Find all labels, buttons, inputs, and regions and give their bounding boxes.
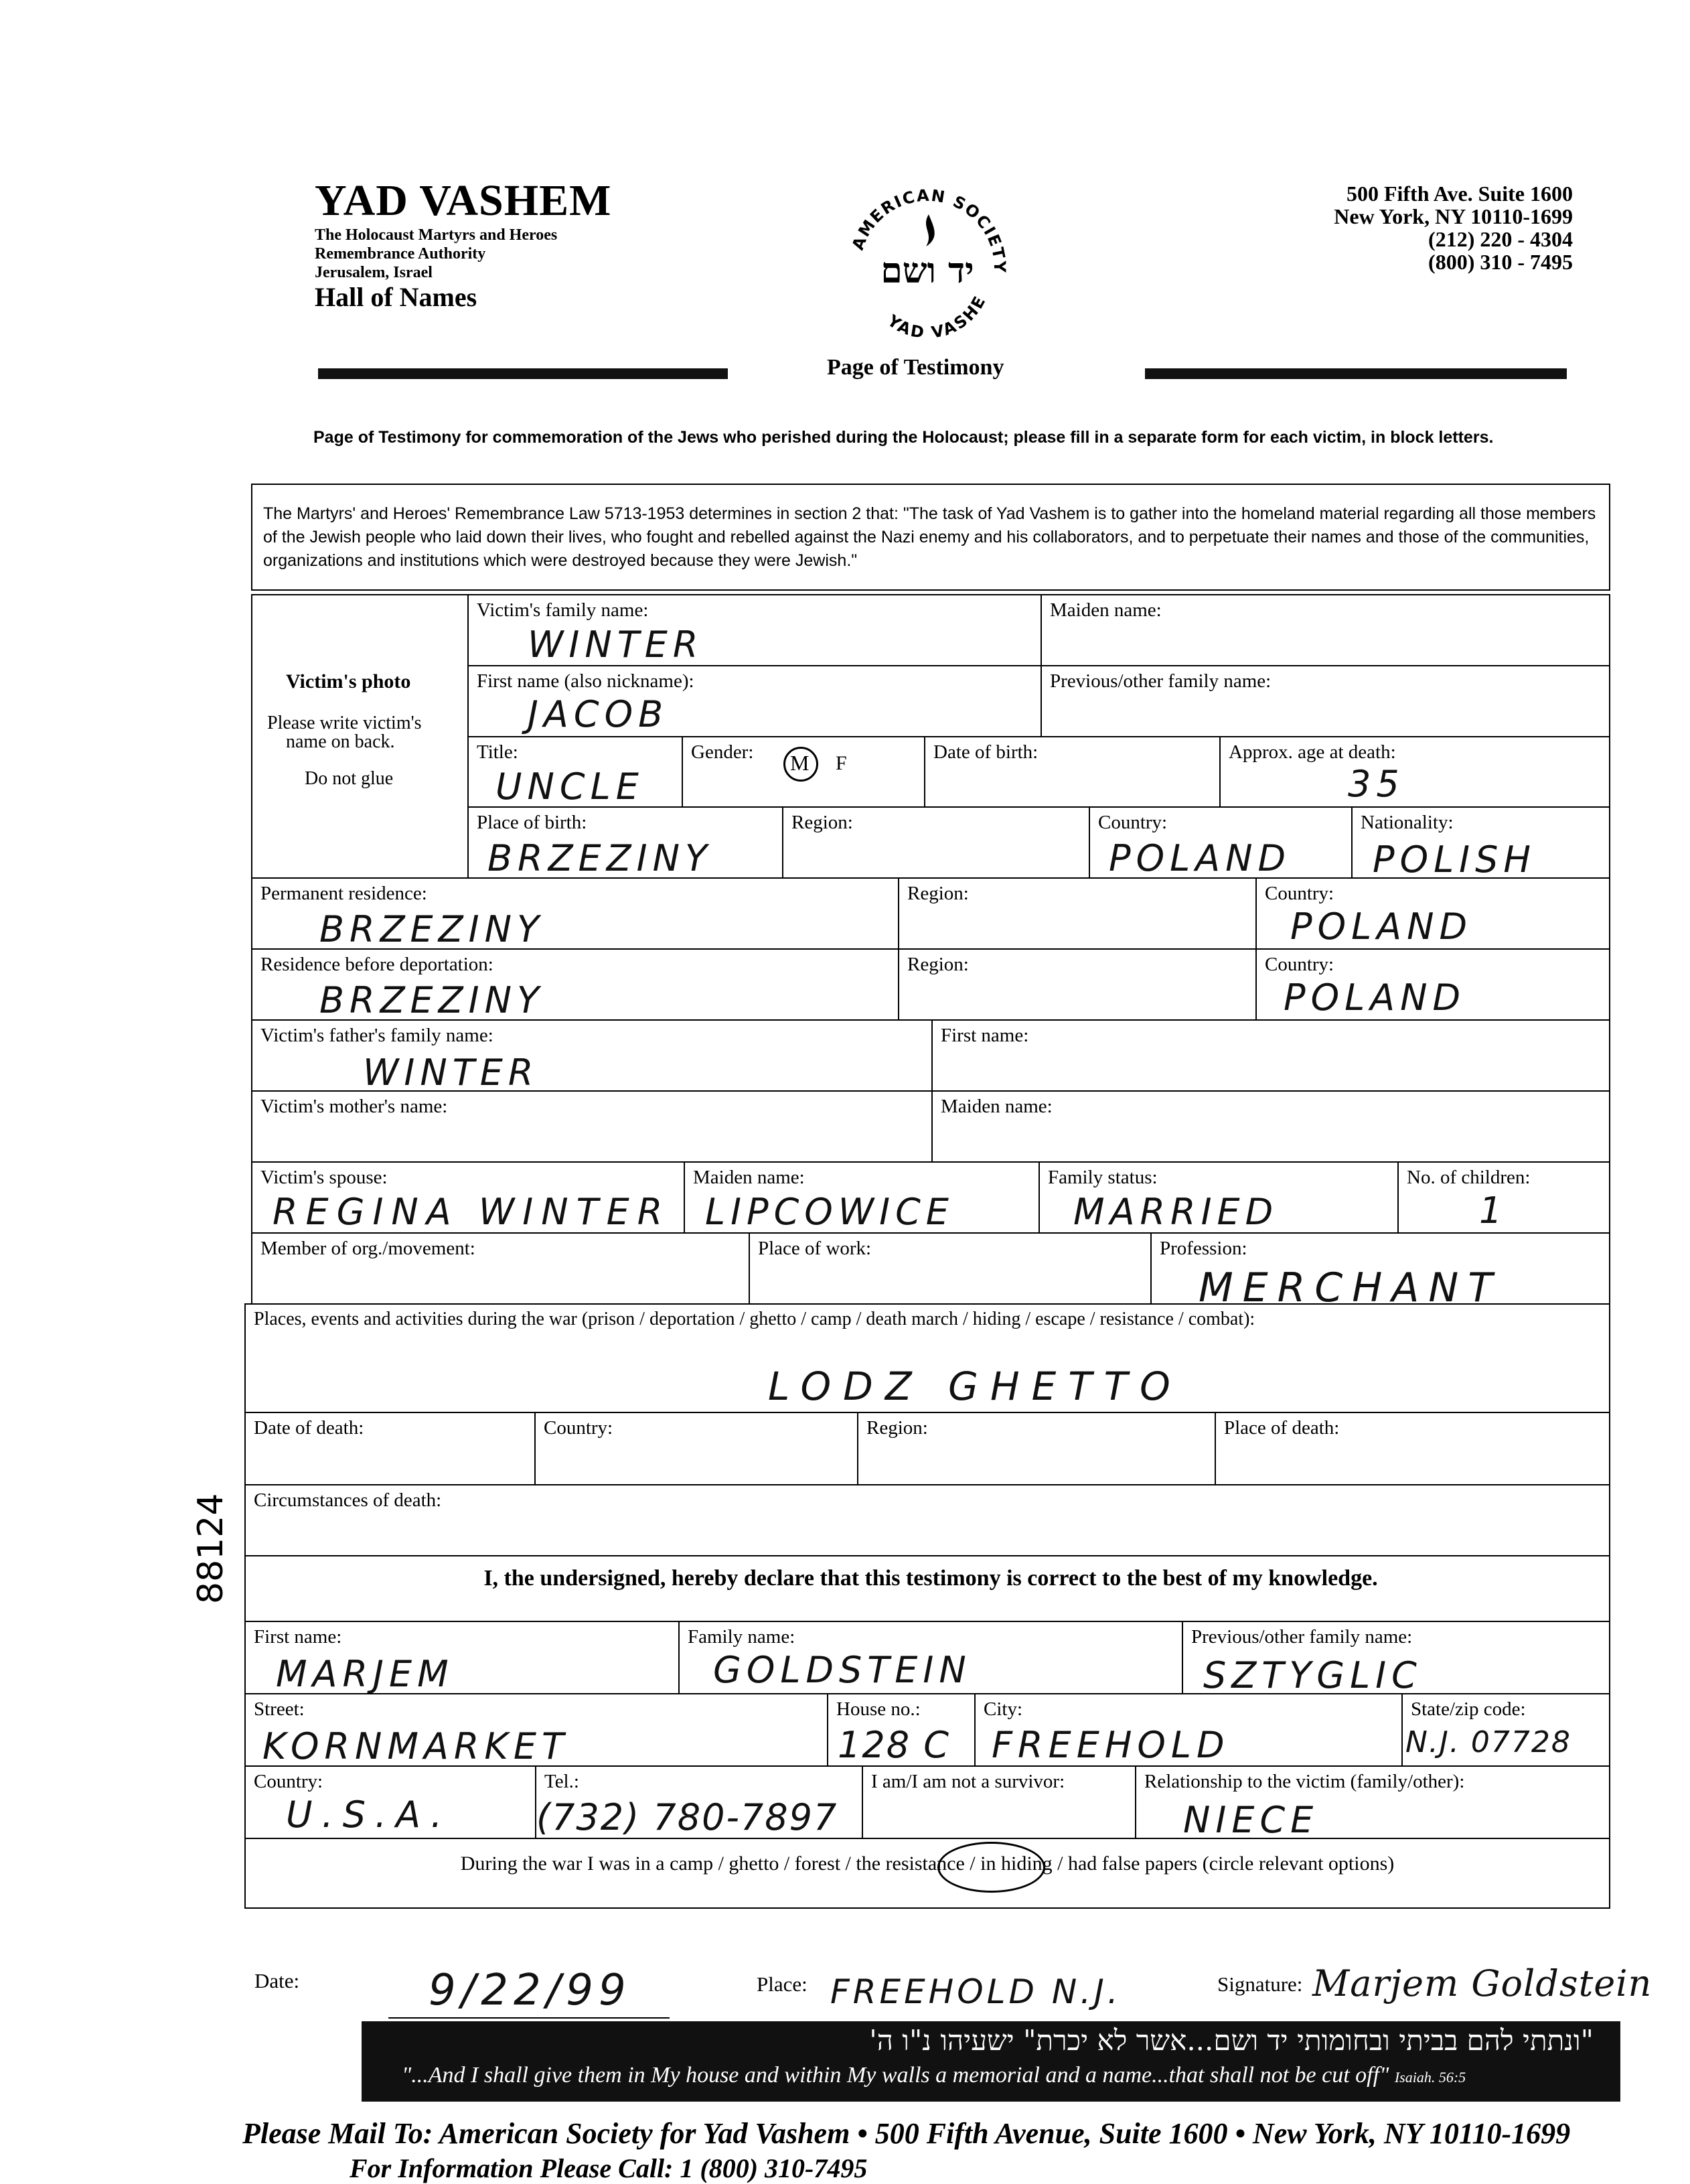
gender-m-option[interactable]: M <box>790 751 810 775</box>
label-submitter-country: Country: <box>254 1771 323 1792</box>
label-street: Street: <box>254 1698 305 1720</box>
field-submitter-previous-name[interactable] <box>1182 1621 1610 1694</box>
address-line: New York, NY 10110-1699 <box>1334 204 1573 228</box>
label-title: Title: <box>477 741 518 763</box>
field-survivor-status[interactable] <box>862 1765 1136 1839</box>
field-submitter-country[interactable] <box>244 1765 536 1839</box>
label-age-at-death: Approx. age at death: <box>1229 741 1396 763</box>
label-maiden-name: Maiden name: <box>1050 599 1162 621</box>
label-spouse: Victim's spouse: <box>260 1167 388 1188</box>
field-circumstances-of-death[interactable] <box>244 1484 1610 1556</box>
field-first-name[interactable] <box>467 665 1042 737</box>
field-wartime-places[interactable] <box>244 1303 1610 1413</box>
field-family-status[interactable] <box>1039 1161 1399 1234</box>
label-spouse-maiden-name: Maiden name: <box>693 1167 805 1188</box>
field-family-name[interactable] <box>467 594 1042 666</box>
intro-text: Page of Testimony for commemoration of the Jews who perished during the Holocaust; please fill in a separate form for each victim, in block letters. <box>313 428 1494 447</box>
value-street: KORNMARKET <box>262 1725 569 1767</box>
label-death-country: Country: <box>544 1417 613 1439</box>
address-line: 500 Fifth Ave. Suite 1600 <box>1346 181 1573 206</box>
field-father-family-name[interactable] <box>251 1019 933 1092</box>
value-submitter-family-name: GOLDSTEIN <box>713 1649 972 1691</box>
society-seal-logo <box>840 181 1014 355</box>
label-family-status: Family status: <box>1048 1167 1158 1188</box>
value-state-zip: N.J. 07728 <box>1405 1725 1571 1759</box>
field-death-country[interactable] <box>534 1412 858 1485</box>
side-reference-number: 88124 <box>191 1493 231 1604</box>
field-age-at-death[interactable] <box>1219 736 1610 808</box>
war-options-text: During the war I was in a camp / ghetto / forest / the resistance / in hiding / had false papers (circle relevant options) <box>460 1852 1395 1875</box>
photo-note: Please write victim's <box>267 713 422 733</box>
photo-note: Do not glue <box>305 768 394 789</box>
value-telephone: (732) 780-7897 <box>536 1796 838 1838</box>
mailing-address: Please Mail To: American Society for Yad Vashem • 500 Fifth Avenue, Suite 1600 • New York, NY 10110-1699 <box>242 2117 1571 2150</box>
field-city[interactable] <box>974 1693 1403 1767</box>
org-subtitle-line: Jerusalem, Israel <box>315 264 433 281</box>
field-house-number[interactable] <box>827 1693 976 1767</box>
label-permanent-residence: Permanent residence: <box>260 883 427 904</box>
form-title: Page of Testimony <box>827 355 1004 380</box>
phone-line: (212) 220 - 4304 <box>1428 227 1573 251</box>
label-signature: Signature: <box>1217 1972 1303 1996</box>
field-gender[interactable] <box>682 736 925 808</box>
label-residence-country: Country: <box>1265 883 1334 904</box>
label-birth-region: Region: <box>791 812 853 833</box>
svg-text:YAD VASHEM: YAD VASHE <box>884 291 990 343</box>
org-subtitle-line: Remembrance Authority <box>315 245 486 263</box>
value-profession: MERCHANT <box>1199 1264 1502 1311</box>
label-telephone: Tel.: <box>544 1771 579 1792</box>
label-submitter-family-name: Family name: <box>688 1626 795 1648</box>
field-birth-country[interactable] <box>1089 806 1353 879</box>
svg-text:AMERICAN SOCIETY FOR: AMERICAN SOCIETY <box>848 186 1010 274</box>
value-submitter-first-name: MARJEM <box>276 1653 454 1695</box>
label-mother-maiden-name: Maiden name: <box>941 1096 1053 1117</box>
value-place[interactable]: FREEHOLD N.J. <box>830 1972 1122 2011</box>
label-previous-name: Previous/other family name: <box>1050 670 1272 692</box>
field-place-of-work[interactable] <box>749 1232 1152 1305</box>
field-spouse-maiden-name[interactable] <box>684 1161 1040 1234</box>
label-survivor-status: I am/I am not a survivor: <box>871 1771 1065 1792</box>
label-number-of-children: No. of children: <box>1407 1167 1531 1188</box>
label-father-first-name: First name: <box>941 1025 1029 1046</box>
banner-english-quote: "...And I shall give them in My house and within My walls a memorial and a name...that shall not be cut off" <box>402 2063 1389 2088</box>
field-submitter-family-name[interactable] <box>678 1621 1183 1694</box>
value-first-name: JACOB <box>528 693 669 735</box>
value-nationality: POLISH <box>1373 839 1536 881</box>
value-number-of-children: 1 <box>1479 1189 1508 1232</box>
label-profession: Profession: <box>1160 1238 1247 1259</box>
label-gender: Gender: <box>691 741 754 763</box>
label-family-name: Victim's family name: <box>477 599 649 621</box>
org-title: YAD VASHEM <box>315 176 612 225</box>
value-spouse: REGINA WINTER <box>273 1191 671 1233</box>
label-date: Date: <box>254 1969 300 1992</box>
value-age-at-death: 35 <box>1348 763 1405 805</box>
field-profession[interactable] <box>1150 1232 1610 1311</box>
in-hiding-circle-mark <box>937 1842 1045 1893</box>
photo-label: Victim's photo <box>286 670 411 693</box>
value-city: FREEHOLD <box>992 1724 1230 1766</box>
field-telephone[interactable] <box>535 1765 863 1839</box>
banner-reference: Isaiah. 56:5 <box>1394 2069 1466 2086</box>
field-deportation-country[interactable] <box>1255 948 1610 1021</box>
hall-of-names: Hall of Names <box>315 282 477 312</box>
field-mother-maiden-name[interactable] <box>931 1090 1610 1163</box>
field-deportation-region[interactable] <box>898 948 1257 1021</box>
label-place-of-death: Place of death: <box>1224 1417 1340 1439</box>
label-birth-country: Country: <box>1098 812 1168 833</box>
label-deportation-region: Region: <box>907 954 969 975</box>
banner-english <box>402 2063 1466 2088</box>
law-box <box>251 484 1610 591</box>
photo-note: name on back. <box>286 731 395 752</box>
value-residence-before-deportation: BRZEZINY <box>319 979 544 1021</box>
field-state-zip[interactable] <box>1401 1693 1610 1767</box>
value-date[interactable]: 9/22/99 <box>429 1966 631 2015</box>
field-spouse[interactable] <box>251 1161 685 1234</box>
field-member-of-org[interactable] <box>251 1232 750 1305</box>
value-birth-country: POLAND <box>1109 837 1292 879</box>
org-subtitle <box>315 226 663 282</box>
field-permanent-residence[interactable] <box>251 877 899 950</box>
value-spouse-maiden-name: LIPCOWICE <box>705 1191 954 1233</box>
field-title[interactable] <box>467 736 683 808</box>
field-number-of-children[interactable] <box>1397 1161 1610 1234</box>
field-residence-country[interactable] <box>1255 877 1610 950</box>
field-street[interactable] <box>244 1693 828 1767</box>
value-permanent-residence: BRZEZINY <box>319 908 544 950</box>
header-rule-left <box>318 368 728 379</box>
value-deportation-country: POLAND <box>1284 976 1466 1019</box>
field-residence-region[interactable] <box>898 877 1257 950</box>
label-residence-before-deportation: Residence before deportation: <box>260 954 493 975</box>
value-place-of-birth: BRZEZINY <box>487 837 712 879</box>
field-place-of-death[interactable] <box>1215 1412 1610 1485</box>
value-family-name: WINTER <box>528 624 704 666</box>
header-address <box>1334 182 1573 273</box>
label-mother-name: Victim's mother's name: <box>260 1096 448 1117</box>
label-residence-region: Region: <box>907 883 969 904</box>
field-date-of-birth[interactable] <box>924 736 1221 808</box>
field-residence-before-deportation[interactable] <box>251 948 899 1021</box>
label-submitter-previous-name: Previous/other family name: <box>1191 1626 1413 1648</box>
label-nationality: Nationality: <box>1361 812 1454 833</box>
header-rule-right <box>1145 368 1567 379</box>
value-title: UNCLE <box>495 766 644 808</box>
label-father-family-name: Victim's father's family name: <box>260 1025 493 1046</box>
svg-text:יד ושם: יד ושם <box>880 250 974 291</box>
label-wartime-places: Places, events and activities during the war (prison / deportation / ghetto / camp / death march / hiding / escape / resistance / combat): <box>254 1309 1255 1329</box>
label-deportation-country: Country: <box>1265 954 1334 975</box>
label-place-of-work: Place of work: <box>758 1238 872 1259</box>
phone-line: (800) 310 - 7495 <box>1428 250 1573 274</box>
value-father-family-name: WINTER <box>363 1051 539 1094</box>
field-father-first-name[interactable] <box>931 1019 1610 1092</box>
gender-circle-mark <box>783 747 818 782</box>
war-options-line[interactable] <box>244 1852 1610 1875</box>
label-relationship: Relationship to the victim (family/other): <box>1144 1771 1465 1792</box>
label-circumstances-of-death: Circumstances of death: <box>254 1489 442 1511</box>
label-death-region: Region: <box>866 1417 928 1439</box>
date-underline <box>388 2017 670 2019</box>
gender-f-option[interactable]: F <box>836 752 847 774</box>
value-signature[interactable]: Marjem Goldstein <box>1312 1962 1653 2005</box>
field-previous-name[interactable] <box>1041 665 1610 737</box>
label-submitter-first-name: First name: <box>254 1626 342 1648</box>
label-first-name: First name (also nickname): <box>477 670 694 692</box>
value-family-status: MARRIED <box>1073 1191 1279 1233</box>
law-text: The Martyrs' and Heroes' Remembrance Law 5713-1953 determines in section 2 that: "The task of Yad Vashem is to gather into the homeland material regarding all those members of the Jewish people who laid down their lives, who fought and rebelled against the Nazi enemy and his collaborators, and to perpetuate their names and those of the communities, organizations and institutions which were destroyed because they were Jewish." <box>263 504 1596 570</box>
label-member-of-org: Member of org./movement: <box>260 1238 475 1259</box>
value-relationship: NIECE <box>1183 1799 1319 1841</box>
label-place: Place: <box>757 1972 808 1996</box>
info-phone: For Information Please Call: 1 (800) 310-7495 <box>350 2153 868 2183</box>
field-maiden-name[interactable] <box>1041 594 1610 666</box>
label-date-of-birth: Date of birth: <box>933 741 1039 763</box>
field-date-of-death[interactable] <box>244 1412 536 1485</box>
banner-hebrew: "ונתתי להם בביתי ובחומותי יד ושם...אשר לא יכרת" ישעיהו נ"ו ה' <box>869 2024 1594 2057</box>
field-place-of-birth[interactable] <box>467 806 783 879</box>
label-place-of-birth: Place of birth: <box>477 812 587 833</box>
value-submitter-country: U.S.A. <box>286 1794 452 1836</box>
field-mother-name[interactable] <box>251 1090 933 1163</box>
label-state-zip: State/zip code: <box>1411 1698 1526 1720</box>
field-death-region[interactable] <box>857 1412 1216 1485</box>
value-residence-country: POLAND <box>1290 905 1473 948</box>
value-submitter-previous-name: SZTYGLIC <box>1203 1654 1422 1696</box>
declaration-text: I, the undersigned, hereby declare that this testimony is correct to the best of my knowledge. <box>483 1566 1378 1591</box>
field-relationship[interactable] <box>1135 1765 1610 1839</box>
field-birth-region[interactable] <box>782 806 1090 879</box>
value-house-number: 128 C <box>838 1724 950 1766</box>
org-subtitle-line: The Holocaust Martyrs and Heroes <box>315 226 558 244</box>
value-wartime-places: LODZ GHETTO <box>768 1364 1182 1409</box>
label-city: City: <box>984 1698 1023 1720</box>
field-nationality[interactable] <box>1351 806 1610 879</box>
photo-box <box>251 594 469 879</box>
scripture-banner <box>362 2021 1620 2102</box>
field-submitter-first-name[interactable] <box>244 1621 680 1694</box>
label-date-of-death: Date of death: <box>254 1417 364 1439</box>
label-house-number: House no.: <box>836 1698 921 1720</box>
